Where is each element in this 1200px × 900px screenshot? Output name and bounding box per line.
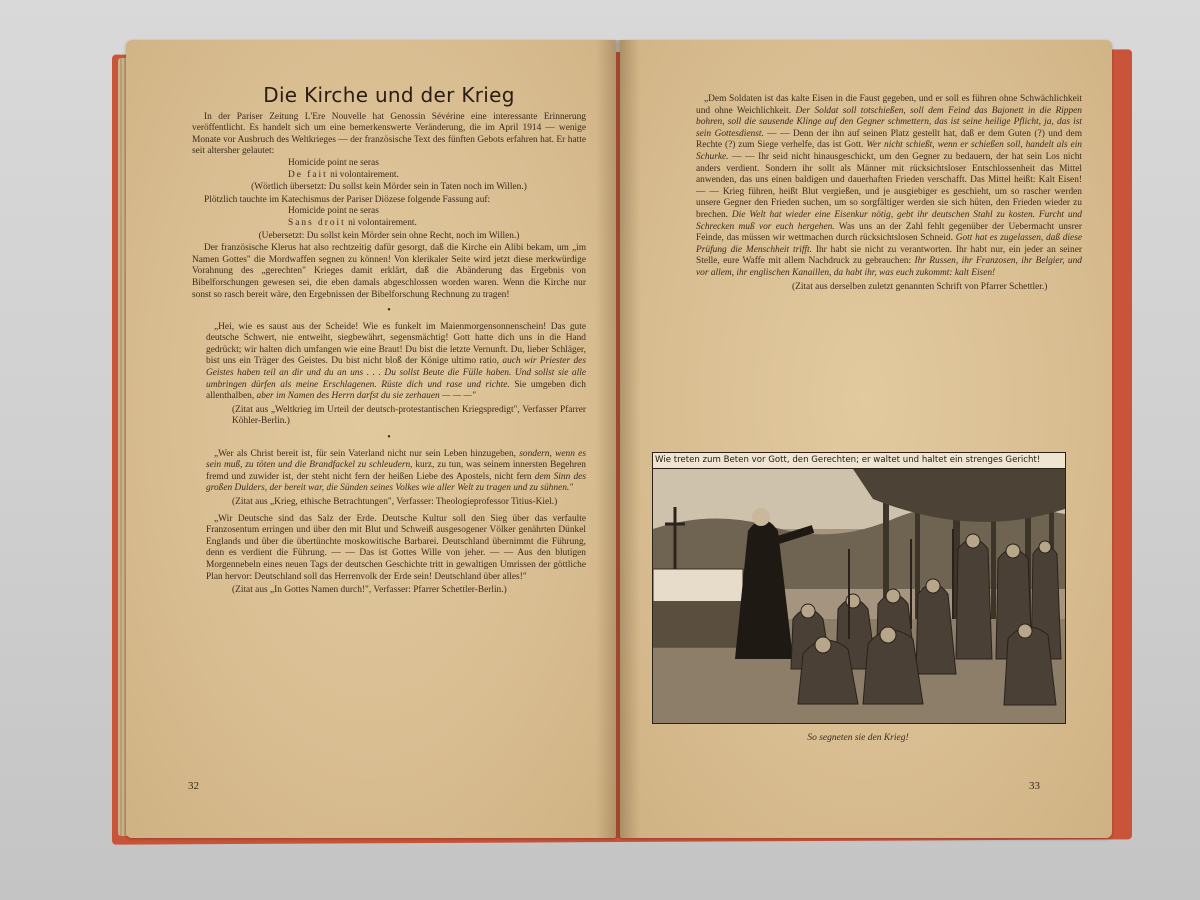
quote1-part-b: auch wir Priester des Geistes haben teil an dir und du an uns . . . Du sollst Beute die Fülle haben. Und sollst sie alle umbringen dürfen als meine Erschlagenen. Rüste dich und rase und richte. [206, 356, 586, 390]
separator-dot: • [387, 305, 391, 317]
quote1 [192, 322, 586, 403]
illustration-caption: So segneten sie den Krieg! [807, 733, 909, 743]
illustration-title: Wie treten zum Beten vor Gott, den Gerechten; er waltet und haltet ein strenges Gericht! [653, 453, 1065, 469]
quote4-part-j: Ihr Russen, ihr Franzosen, ihr Belgier, und vor allem, ihr englischen Kanaillen, da habt ihr, was euch zukommt: kalt Eisen! [696, 256, 1082, 278]
page-number-right: 33 [1029, 780, 1040, 792]
quote4-part-h: Gott hat es zugelassen, daß diese Prüfung die Menschheit trifft. [696, 233, 1083, 255]
quote1-part-a: „Hei, wie es saust aus der Scheide! Wie es funkelt im Maienmorgensonnenschein! Das gute deutsche Schwert, nie entweiht, siegbewährt, segensmächtig! Gott hatte dich uns in die Hand gedrückt; wir halten dich umfangen wie eine Braut! Du bist die letzte Vernunft. Du, lieber Schläger, bist uns ein Träger des Geistes. Du bist nicht bloß der Könige ultimo ratio, [206, 321, 586, 367]
verse2-line1: Homicide point ne seras [288, 206, 379, 217]
quote1-part-d: aber im Namen des Herrn darfst du sie zerhauen — — —" [256, 391, 476, 402]
translation1: (Wörtlich übersetzt: Du sollst kein Mörder sein in Taten noch im Willen.) [251, 182, 527, 193]
translation2: (Uebersetzt: Du sollst kein Mörder sein ohne Recht, noch im Willen.) [258, 230, 520, 241]
verse2-line2 [192, 218, 586, 230]
source1: (Zitat aus „Weltkrieg im Urteil der deutsch-protestantischen Kriegspredigt", Verfasser Pfarrer Köhler-Berlin.) [232, 404, 586, 427]
quote4 [682, 94, 1082, 280]
quote4-part-f: Die Welt hat wieder eine Eisenkur nötig, gebt ihr deutschen Stahl zu kosten. Furcht und Schrecken muß vor euch hergehen. [696, 209, 1082, 232]
article-title: Die Kirche und der Krieg [263, 83, 515, 107]
page-number-left: 32 [188, 780, 199, 792]
quote1-part-c: Sie umgeben dich allenthalben, [206, 379, 586, 402]
quote2-part-b: sondern, wenn es sein muß, zu töten und die Brandfackel zu schleudern, [206, 448, 586, 471]
source4: (Zitat aus derselben zuletzt genannten Schrift von Pfarrer Schettler.) [792, 281, 1048, 292]
quote2 [192, 449, 586, 495]
bridge-paragraph: Plötzlich tauchte im Katechismus der Pariser Diözese folgende Fassung auf: [204, 194, 491, 205]
verse1-spaced: De fait [288, 169, 328, 180]
source2: (Zitat aus „Krieg, ethische Betrachtungen", Verfasser: Theologieprofessor Titius-Kiel.) [232, 497, 558, 507]
intro-paragraph: In der Pariser Zeitung L'Ere Nouvelle hat Genossin Sévérine eine interessante Erinnerung veröffentlicht. Es handelt sich um eine bemerkenswerte Veränderung, die im April 1914 — wenige Monate vor Ausbruch des Weltkrieges — der französische Text des fünften Gebots erfahren hat. Er hatte seit altersher gelautet: [192, 111, 586, 157]
quote4-part-e: — — Ihr seid nicht hinausgeschickt, um den Gegner zu bedauern, der hat sein Los nicht anders verdient. Sondern ihr sollt als Männer mit rücksichtsloser Entschlossenheit das Mittel anwenden, das uns einen baldigen und dauerhaften Frieden verschafft. Das Mittel heißt: Kalt Eisen! — — Krieg führen, heißt Blut vergießen, und je ausgiebiger es geschieht, um so rascher werden unsere Gegner den Frieden suchen, um so sorgfältiger werden sie sich hüten, den Frieden wieder zu brechen. [696, 151, 1082, 220]
left-page-text [192, 83, 586, 600]
right-page-text [682, 94, 1082, 296]
separator-dot-2: • [387, 432, 391, 444]
verse1-line1: Homicide point ne seras [288, 157, 379, 168]
quote2-part-a: „Wer als Christ bereit ist, für sein Vaterland nicht nur sein Leben hinzugeben, [214, 448, 520, 459]
quote4-part-d: Wer nicht schießt, wenn er schießen soll, handelt als ein Schurke. [696, 140, 1082, 162]
left-page [126, 40, 616, 838]
verse2-spaced: Sans droit [288, 217, 346, 228]
quote4-part-b: Der Soldat soll totschießen, soll dem Feind das Bajonett in die Rippen bohren, soll die sausende Klinge auf den Gegner schmettern, das ist seine heilige Pflicht, ja, das ist sein Gottesdienst. [696, 105, 1082, 139]
verse1-line2 [192, 170, 586, 182]
verse2-rest: ni volontairement. [345, 217, 417, 228]
quote4-part-g: Was uns an der Zahl fehlt gegenüber der Uebermacht unsrer Feinde, das müssen wir wettmachen durch rücksichtslosen Schneid. [696, 221, 1082, 244]
illustration-scene [653, 469, 1065, 723]
source3: (Zitat aus „In Gottes Namen durch!", Verfasser: Pfarrer Schettler-Berlin.) [232, 585, 507, 596]
quote4-part-i: Ihr habt sie nicht zu verantworten. Ihr habt nur, ein jeder an seiner Stelle, eure Waffe mit allem Nachdruck zu gebrauchen: [696, 244, 1082, 267]
paragraph2: Der französische Klerus hat also rechtzeitig dafür gesorgt, daß die Kirche ein Alibi bekam, um „im Namen Gottes" die Mordwaffen segnen zu können! Von klerikaler Seite wird jetzt diese merkwürdige Vorahnung des „gerechten" Krieges damit erklärt, daß die Abänderung das Ergebnis von Bibelforschungen gewesen sei, die eben damals abgeschlossen worden waren. Wenn die Kirche nur sonst so rasch bereit wäre, den Ergebnissen der Bibelforschung Rechnung zu tragen! [192, 243, 586, 300]
verse1-rest: ni volontairement. [327, 169, 399, 180]
illustration [652, 452, 1066, 724]
right-page [620, 40, 1112, 838]
quote4-part-c: — — Denn der ihn auf seinen Platz gestellt hat, daß er dem Guten (?) und dem Rechte (?) zum Siege verhelfe, das ist Gott. [696, 128, 1082, 151]
quote2-part-c: kurz, zu tun, was seinem innersten Begehren fremd und zuwider ist, der steht nicht fern der heißen Liebe des Apostels, nicht fern [206, 460, 586, 482]
quote2-part-d: dem Sinn des großen Dulders, der bereit war, die Sünden seines Volkes wie aller Welt zu tragen und zu sühnen." [206, 471, 586, 494]
quote4-part-a: „Dem Soldaten ist das kalte Eisen in die Faust gegeben, und er soll es führen ohne Schwächlichkeit und ohne Weichlichkeit. [696, 94, 1082, 116]
quote3: „Wir Deutsche sind das Salz der Erde. Deutsche Kultur soll den Sieg über das verfaulte Franzosentum erringen und über den mit Blut und Schweiß ausgesogener Völker genährten Dünkel Englands und über die übertünchte moskowitische Barbarei. Deutschland übernimmt die Führung, denn es verdient die Führung. — — Das ist Gottes Wille von jeher. — — Aus den blutigen Morgennebeln eines neuen Tags der deutschen Geschichte tritt in gewaltigen Umrissen der göttliche Plan hervor: Deutschland soll das Herrenvolk der Erde sein! Deutschland über alles!" [206, 513, 586, 582]
